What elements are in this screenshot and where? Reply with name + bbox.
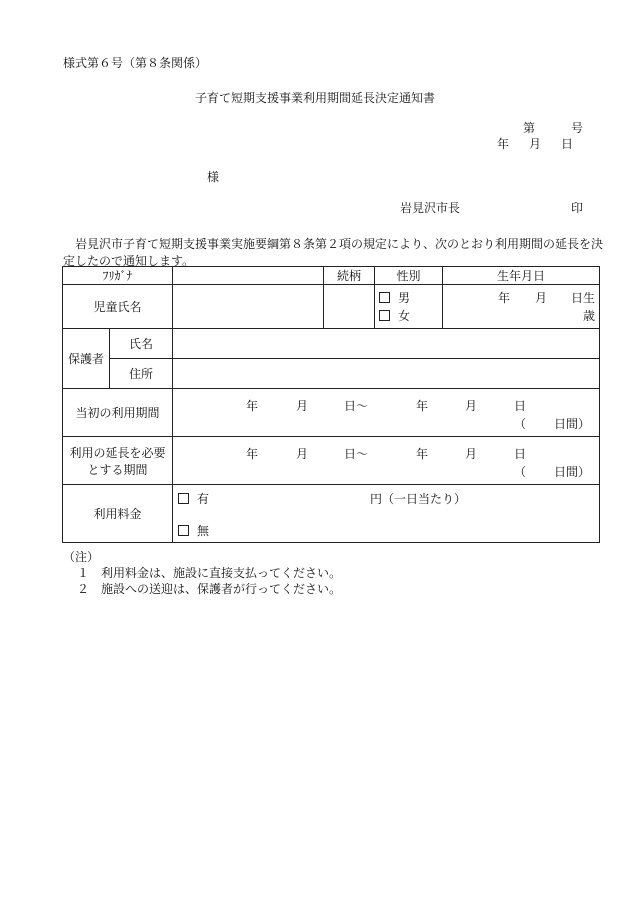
ext-to-month: 月 [465,447,478,461]
guardian-name-label: 氏名 [110,329,173,359]
notes-heading: （注） [63,550,100,564]
fee-cell [173,485,600,543]
note-2-text: 施設への送迎は、保護者が行ってください。 [101,582,342,596]
guardian-address-label: 住所 [110,359,173,389]
initial-from-month: 月 [296,399,309,413]
number-suffix: 号 [571,121,584,135]
birth-month: 月 [535,291,548,305]
initial-to-day: 日 [514,399,527,413]
ext-to-day: 日 [514,447,527,461]
initial-days-open: （ [514,417,527,431]
issue-year: 年 [497,137,510,151]
furigana-input[interactable] [173,267,324,285]
form-number: 様式第６号（第８条関係） [63,56,208,70]
birth-day: 日生 [571,291,596,305]
fee-no-label: 無 [197,524,210,538]
relation-input[interactable] [324,285,375,329]
female-checkbox[interactable] [379,310,390,321]
issue-day: 日 [561,137,574,151]
male-label: 男 [398,291,411,305]
addressee-honorific: 様 [207,170,220,184]
note-item-2 [63,581,341,597]
guardian-label: 保護者 [63,329,110,389]
initial-period-label: 当初の利用期間 [63,389,173,437]
note-1-number: １ [77,566,90,580]
ext-from-day: 日～ [344,447,369,461]
gender-header: 性別 [375,267,443,285]
notice-body-text: 岩見沢市子育て短期支援事業実施要綱第８条第２項の規定により、次のとおり利用期間の延長を決定したので通知します。 [63,237,604,268]
initial-to-year: 年 [416,399,429,413]
extension-period-label-line2: とする期間 [87,462,148,477]
age-label: 歳 [583,309,596,323]
extension-period-label-line1: 利用の延長を必要 [69,445,166,460]
fee-yes-label: 有 [197,492,210,506]
fee-yes-checkbox[interactable] [178,493,189,504]
issuer-mayor: 岩見沢市長 [400,201,461,215]
document-title: 子育て短期支援事業利用期間延長決定通知書 [194,91,435,105]
fee-yen-per-day: 円（一日当たり） [370,492,467,506]
fee-no-option[interactable] [178,522,209,539]
number-prefix: 第 [523,121,536,135]
initial-from-year: 年 [246,399,259,413]
note-1-text: 利用料金は、施設に直接支払ってください。 [101,566,342,580]
male-checkbox[interactable] [379,292,390,303]
initial-period-input[interactable] [173,389,600,437]
fee-yes-option[interactable] [178,490,209,507]
initial-days-label: 日間） [554,417,591,431]
female-label: 女 [398,309,411,323]
relation-header: 続柄 [324,267,375,285]
issue-month: 月 [529,137,542,151]
notes-section [63,549,341,597]
guardian-address-input[interactable] [173,359,600,389]
seal-mark: 印 [571,201,584,215]
ext-days-label: 日間） [554,465,591,479]
guardian-name-input[interactable] [173,329,600,359]
initial-from-day: 日～ [344,399,369,413]
gender-male-option[interactable] [379,289,410,306]
initial-to-month: 月 [465,399,478,413]
ext-days-open: （ [514,465,527,479]
ext-from-year: 年 [246,447,259,461]
ext-from-month: 月 [296,447,309,461]
birthdate-header: 生年月日 [443,267,600,285]
notice-form-table [62,266,600,543]
issue-date [497,135,573,152]
birth-year: 年 [498,291,511,305]
ext-to-year: 年 [416,447,429,461]
birthdate-cell[interactable] [443,285,600,329]
extension-period-label [63,437,173,485]
child-name-label: 児童氏名 [63,285,173,329]
furigana-label: ﾌﾘｶﾞﾅ [63,267,173,285]
child-name-input[interactable] [173,285,324,329]
fee-label: 利用料金 [63,485,173,543]
extension-period-input[interactable] [173,437,600,485]
gender-cell [375,285,443,329]
note-item-1 [63,565,341,581]
gender-female-option[interactable] [379,307,410,324]
note-2-number: ２ [77,582,90,596]
fee-no-checkbox[interactable] [178,525,189,536]
